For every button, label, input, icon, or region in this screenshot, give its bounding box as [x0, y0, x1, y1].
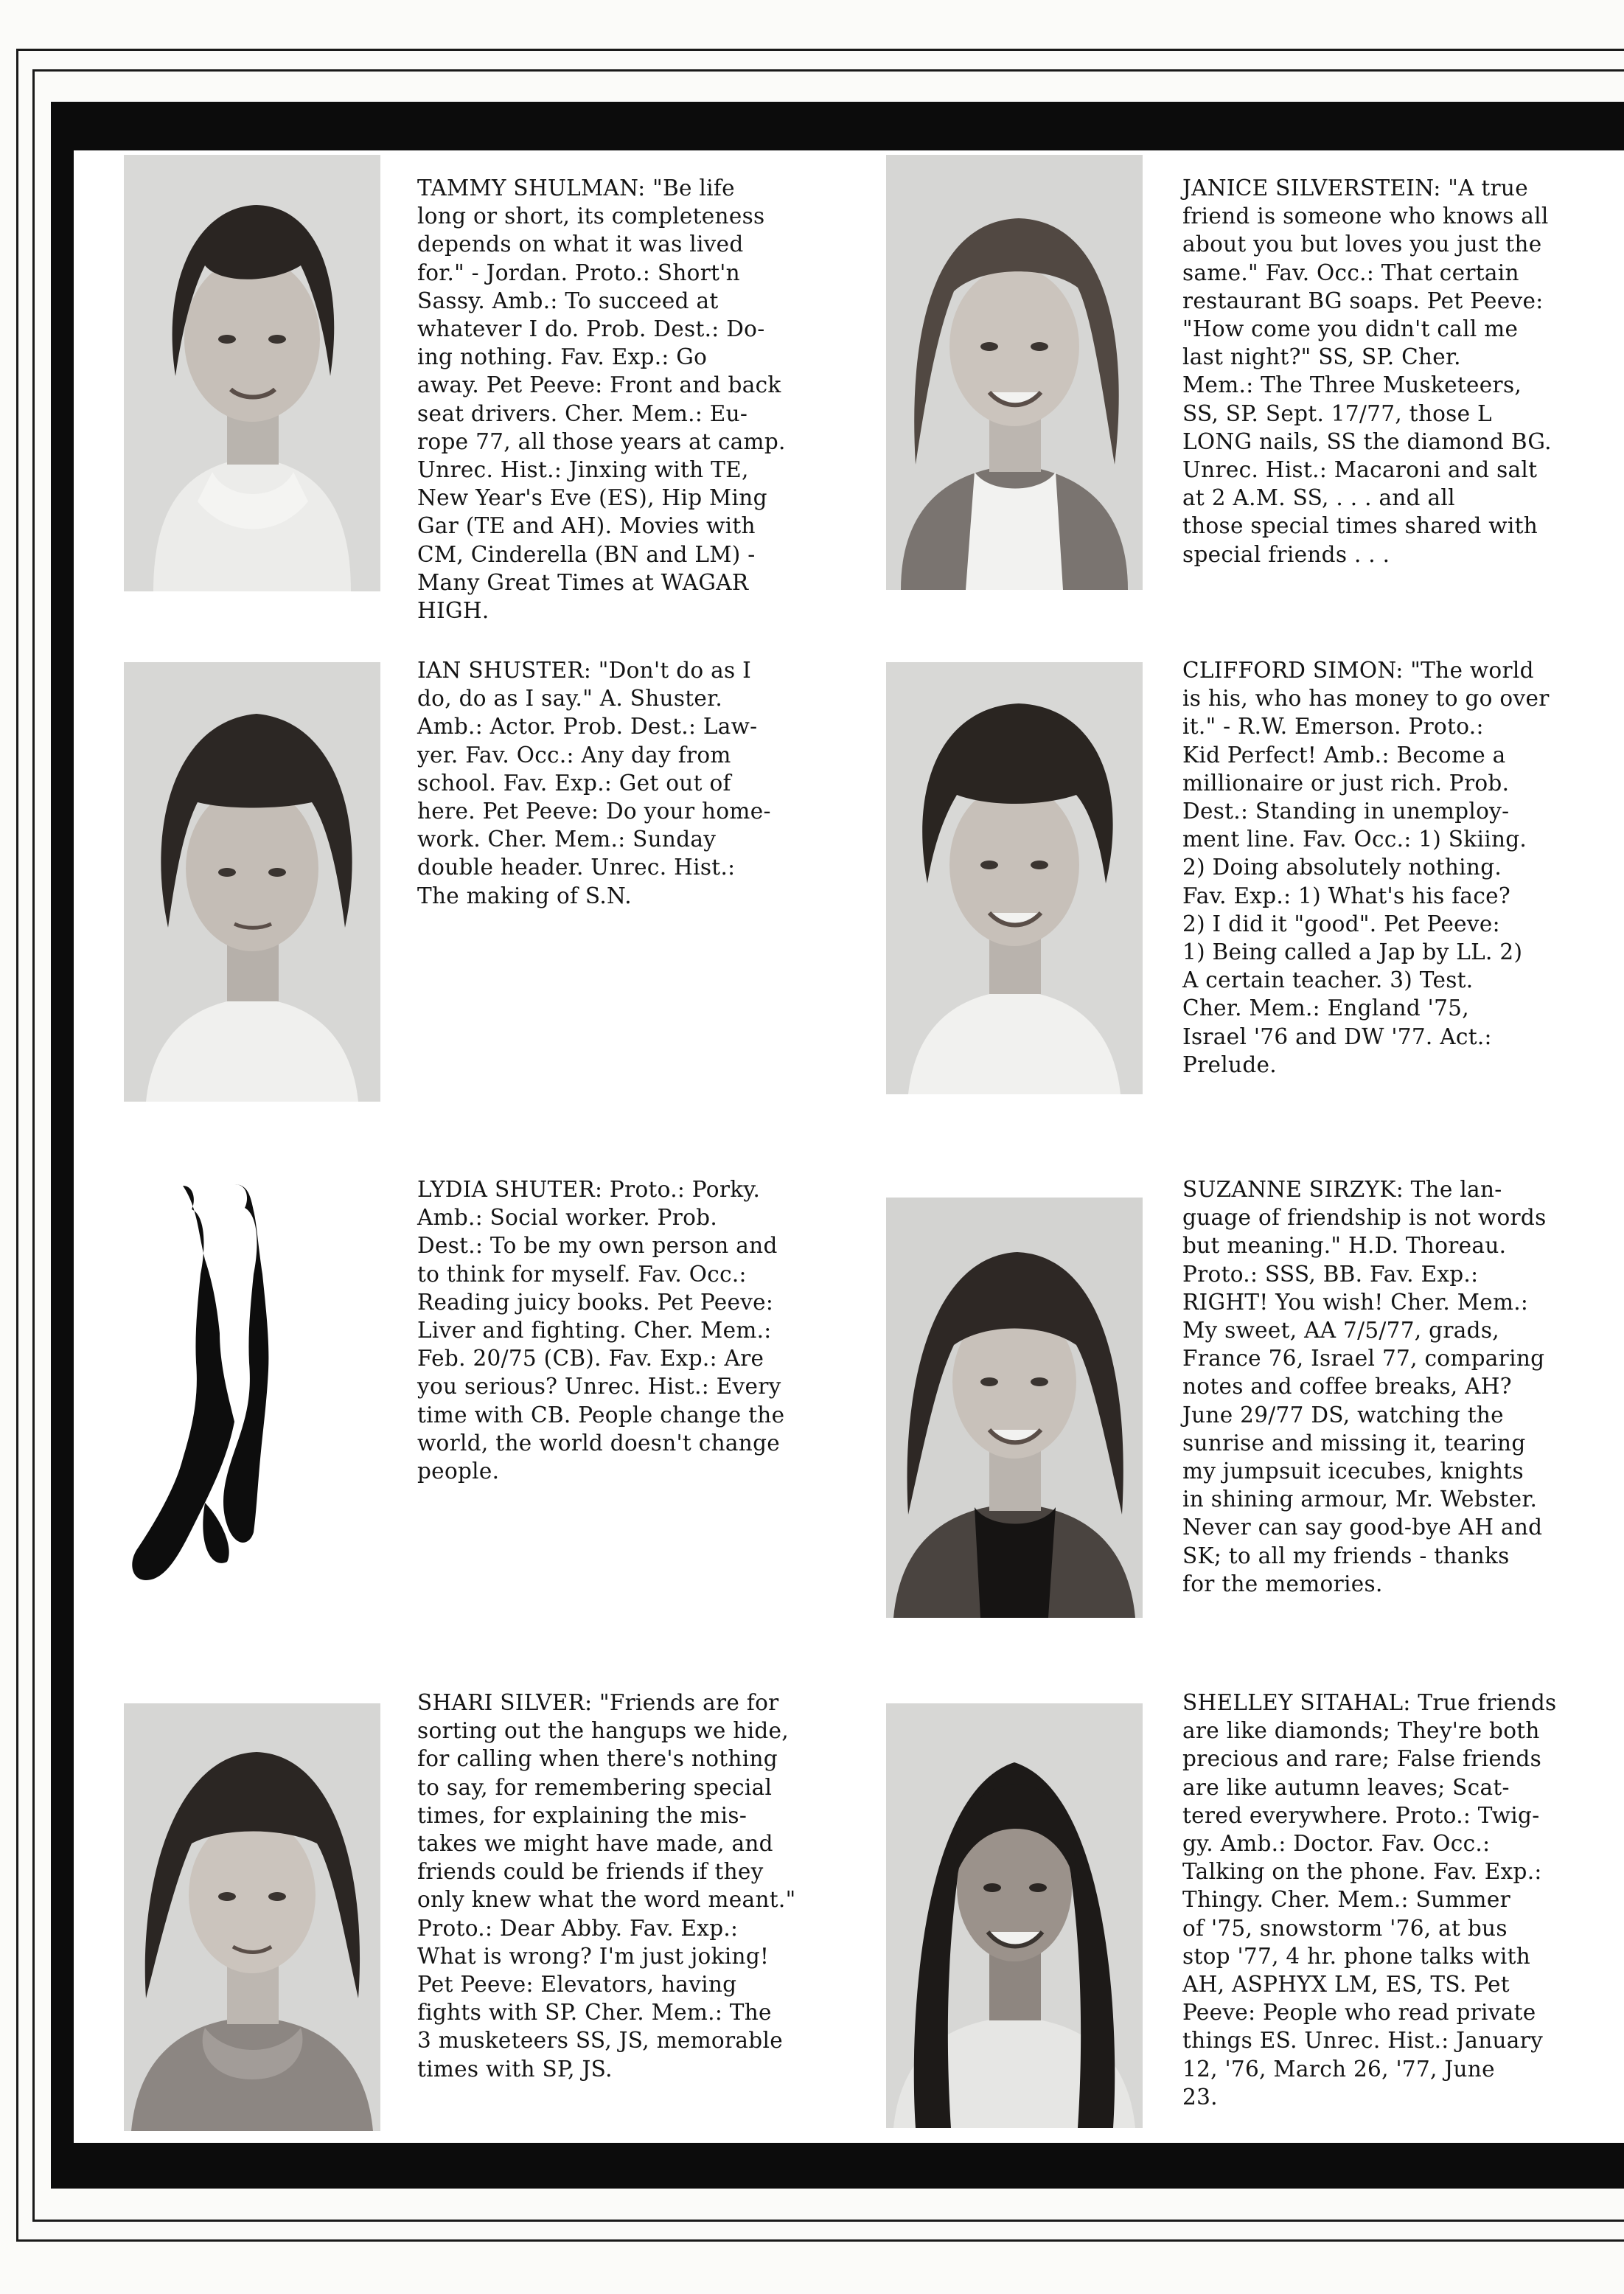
- frame-bottom-inner-line: [32, 2220, 1624, 2222]
- frame-left-inner-line: [32, 69, 35, 2222]
- bio-text-lydia-shuter: LYDIA SHUTER: Proto.: Porky. Amb.: Social worker. Prob. Dest.: To be my own person and to think for myself. Fav. Occ.: Reading juicy books. Pet Peeve: Liver and fighting. Cher. Mem.: Feb. 20/75 (CB). Fav. Exp.: Are you serious? Unrec. Hist.: Every time with CB. People change the world, the world doesn't change people.: [417, 1177, 785, 1484]
- bio-text-ian-shuster: IAN SHUSTER: "Don't do as I do, do as I say." A. Shuster. Amb.: Actor. Prob. Dest.: Law- yer. Fav. Occ.: Any day from school. Fav. Exp.: Get out of here. Pet Peeve: Do your home- work. Cher. Mem.: Sunday double header. Unrec. Hist.: The making of S.N.: [417, 658, 771, 908]
- portrait-photo-suzanne-sirzyk: [886, 1198, 1143, 1618]
- portrait-photo-tammy-shulman: [124, 155, 380, 591]
- bio-text-clifford-simon: CLIFFORD SIMON: "The world is his, who has money to go over it." - R.W. Emerson. Proto.: Kid Perfect! Amb.: Become a millionaire or just rich. Prob. Dest.: Standing in unemploy- ment line. Fav. Occ.: 1) Skiing. 2) Doing absolutely nothing. Fav. Exp.: 1) What's his face? 2) I did it "good". Pet Peeve: 1) Being called a Jap by LL. 2) A certain teacher. 3) Test. Cher. Mem.: England '75, Israel '76 and DW '77. Act.: Prelude.: [1182, 658, 1550, 1077]
- frame-left-outer-line: [16, 49, 18, 2242]
- silhouette-illustration-lydia-shuter: [124, 1178, 380, 1584]
- portrait-photo-ian-shuster: [124, 662, 380, 1102]
- portrait-photo-shelley-sitahal: [886, 1703, 1143, 2128]
- bio-text-suzanne-sirzyk: SUZANNE SIRZYK: The lan- guage of friendship is not words but meaning." H.D. Thoreau. Proto.: SSS, BB. Fav. Exp.: RIGHT! You wish! Cher. Mem.: My sweet, AA 7/5/77, grads, France 76, Israel 77, comparing notes and coffee breaks, AH? June 29/77 DS, watching the sunrise and missing it, tearing my jumpsuit icecubes, knights in shining armour, Mr. Webster. Never can say good-bye AH and SK; to all my friends - thanks for the memories.: [1182, 1177, 1547, 1596]
- bio-text-shari-silver: SHARI SILVER: "Friends are for sorting out the hangups we hide, for calling when there's nothing to say, for remembering special times, for explaining the mis- takes we might have made, and friends could be friends if they only knew what the word meant." Proto.: Dear Abby. Fav. Exp.: What is wrong? I'm just joking! Pet Peeve: Elevators, having fights with SP. Cher. Mem.: The 3 musketeers SS, JS, memorable times with SP, JS.: [417, 1690, 796, 2082]
- frame-top-inner-line: [32, 69, 1624, 72]
- bio-text-tammy-shulman: TAMMY SHULMAN: "Be life long or short, its completeness depends on what it was lived for." - Jordan. Proto.: Short'n Sassy. Amb.: To succeed at whatever I do. Prob. Dest.: Do- ing nothing. Fav. Exp.: Go away. Pet Peeve: Front and back seat drivers. Cher. Mem.: Eu- rope 77, all those years at camp. Unrec. Hist.: Jinxing with TE, New Year's Eve (ES), Hip Ming Gar (TE and AH). Movies with CM, Cinderella (BN and LM) - Many Great Times at WAGAR HIGH.: [417, 175, 786, 624]
- bio-text-shelley-sitahal: SHELLEY SITAHAL: True friends are like diamonds; They're both precious and rare; False friends are like autumn leaves; Scat- tered everywhere. Proto.: Twig- gy. Amb.: Doctor. Fav. Occ.: Talking on the phone. Fav. Exp.: Thingy. Cher. Mem.: Summer of '75, snowstorm '76, at bus stop '77, 4 hr. phone talks with AH, ASPHYX LM, ES, TS. Pet Peeve: People who read private things ES. Unrec. Hist.: January 12, '76, March 26, '77, June 23.: [1182, 1690, 1557, 2110]
- portrait-photo-shari-silver: [124, 1703, 380, 2131]
- frame-top-outer-line: [16, 49, 1624, 51]
- frame-bottom-outer-line: [16, 2239, 1624, 2242]
- portrait-photo-janice-silverstein: [886, 155, 1143, 590]
- portrait-photo-clifford-simon: [886, 662, 1143, 1094]
- bio-text-janice-silverstein: JANICE SILVERSTEIN: "A true friend is someone who knows all about you but loves you just the same." Fav. Occ.: That certain restaurant BG soaps. Pet Peeve: "How come you didn't call me last night?" SS, SP. Cher. Mem.: The Three Musketeers, SS, SP. Sept. 17/77, those L LONG nails, SS the diamond BG. Unrec. Hist.: Macaroni and salt at 2 A.M. SS, . . . and all those special times shared with special friends . . .: [1182, 175, 1552, 567]
